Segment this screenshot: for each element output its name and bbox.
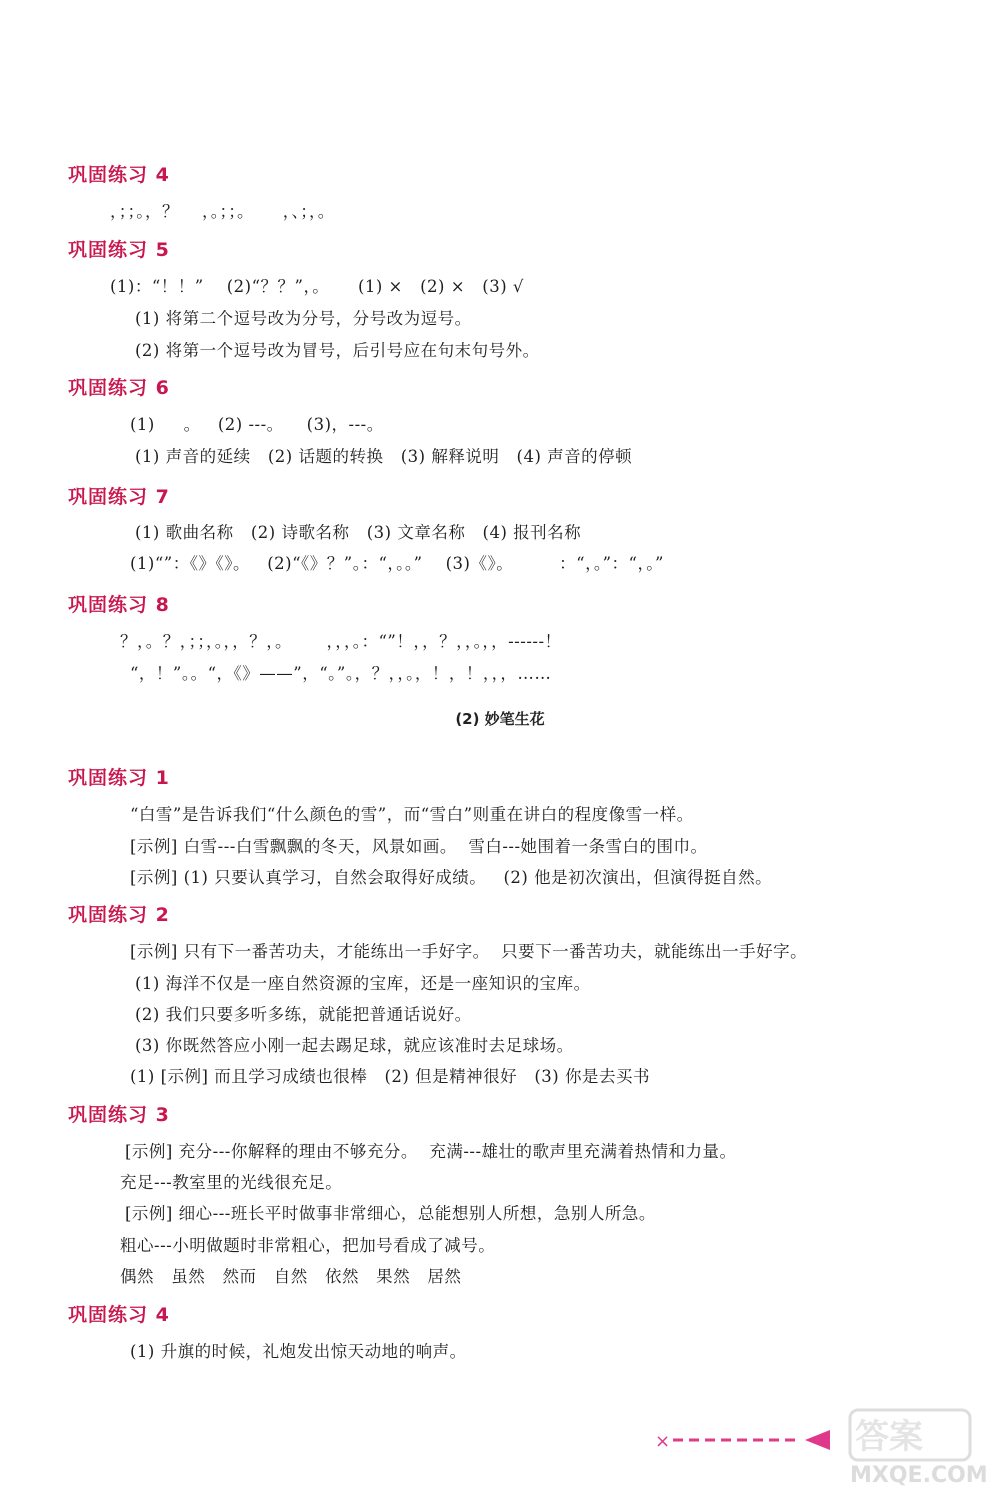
- section-heading: 巩固练习 1: [68, 767, 170, 789]
- section-heading: 巩固练习 4: [68, 1304, 170, 1326]
- answer-line: “，！”。。“，《》——”，“。”。，？，，。，！，！，，，……: [130, 664, 552, 683]
- answer-line: [示例] 充分---你解释的理由不够充分。 充满---雄壮的歌声里充满着热情和力量。: [125, 1142, 737, 1161]
- answer-line: [示例] 只有下一番苦功夫，才能练出一手好字。 只要下一番苦功夫，就能练出一手好字。: [130, 942, 808, 961]
- footer-arrow-icon: [655, 1425, 855, 1455]
- section-heading: 巩固练习 4: [68, 164, 170, 186]
- answer-line: (1) 海洋不仅是一座自然资源的宝库，还是一座知识的宝库。: [135, 974, 591, 993]
- answer-line: (1) 声音的延续 (2) 话题的转换 (3) 解释说明 (4) 声音的停顿: [135, 447, 633, 466]
- answer-line: (1) [示例] 而且学习成绩也很棒 (2) 但是精神很好 (3) 你是去买书: [130, 1067, 650, 1086]
- answer-line: (1)：“！！” (2)“？？”，。 (1) × (2) × (3) √: [110, 277, 524, 296]
- section-heading: 巩固练习 8: [68, 594, 170, 616]
- section-heading: 巩固练习 2: [68, 904, 170, 926]
- answer-line: (1) 将第二个逗号改为分号，分号改为逗号。: [135, 309, 472, 328]
- answer-line: (2) 将第一个逗号改为冒号，后引号应在句末句号外。: [135, 341, 540, 360]
- section-heading: 巩固练习 5: [68, 239, 170, 261]
- section-heading: 巩固练习 6: [68, 377, 170, 399]
- answer-line: [示例] 细心---班长平时做事非常细心，总能想别人所想，急别人所急。: [125, 1204, 656, 1223]
- section-heading: 巩固练习 3: [68, 1104, 170, 1126]
- watermark-text: MXQE.COM: [850, 1463, 988, 1488]
- chapter-subtitle: (2) 妙笔生花: [455, 710, 545, 728]
- answer-line: (2) 我们只要多听多练，就能把普通话说好。: [135, 1005, 472, 1024]
- answer-line: (1)“”：《》《》。 (2)“《》？”。：“，。。” (3)《》。 ：“，。”：“，。”: [130, 554, 664, 573]
- answer-line: (1) 。 (2) ---。 (3)，---。: [130, 415, 384, 434]
- answer-line: [示例] 白雪---白雪飘飘的冬天，风景如画。 雪白---她围着一条雪白的围巾。: [130, 837, 708, 856]
- answer-line: (1) 歌曲名称 (2) 诗歌名称 (3) 文章名称 (4) 报刊名称: [135, 523, 582, 542]
- answer-line: 偶然 虽然 然而 自然 依然 果然 居然: [120, 1267, 462, 1286]
- answer-line: 粗心---小明做题时非常粗心，把加号看成了减号。: [120, 1236, 496, 1255]
- answer-line: ？，。？，；；，。，，？，。 ，，，。：“”！，，？，，。，，------！: [120, 632, 562, 651]
- svg-text:答案: 答案: [855, 1417, 923, 1457]
- answer-line: (3) 你既然答应小刚一起去踢足球，就应该准时去足球场。: [135, 1036, 574, 1055]
- answer-line: 充足---教室里的光线很充足。: [120, 1173, 343, 1192]
- watermark-logo: [830, 1370, 1000, 1490]
- svg-text:×: ×: [655, 1431, 671, 1452]
- answer-line: (1) 升旗的时候，礼炮发出惊天动地的响声。: [130, 1342, 467, 1361]
- answer-line: “白雪”是告诉我们“什么颜色的雪”，而“雪白”则重在讲白的程度像雪一样。: [130, 805, 694, 824]
- answer-line: [示例] (1) 只要认真学习，自然会取得好成绩。 (2) 他是初次演出，但演得挺自然。: [130, 868, 773, 887]
- answer-line: ，；；。，？ ，。；；。 ，、；，。: [110, 202, 335, 221]
- section-heading: 巩固练习 7: [68, 486, 170, 508]
